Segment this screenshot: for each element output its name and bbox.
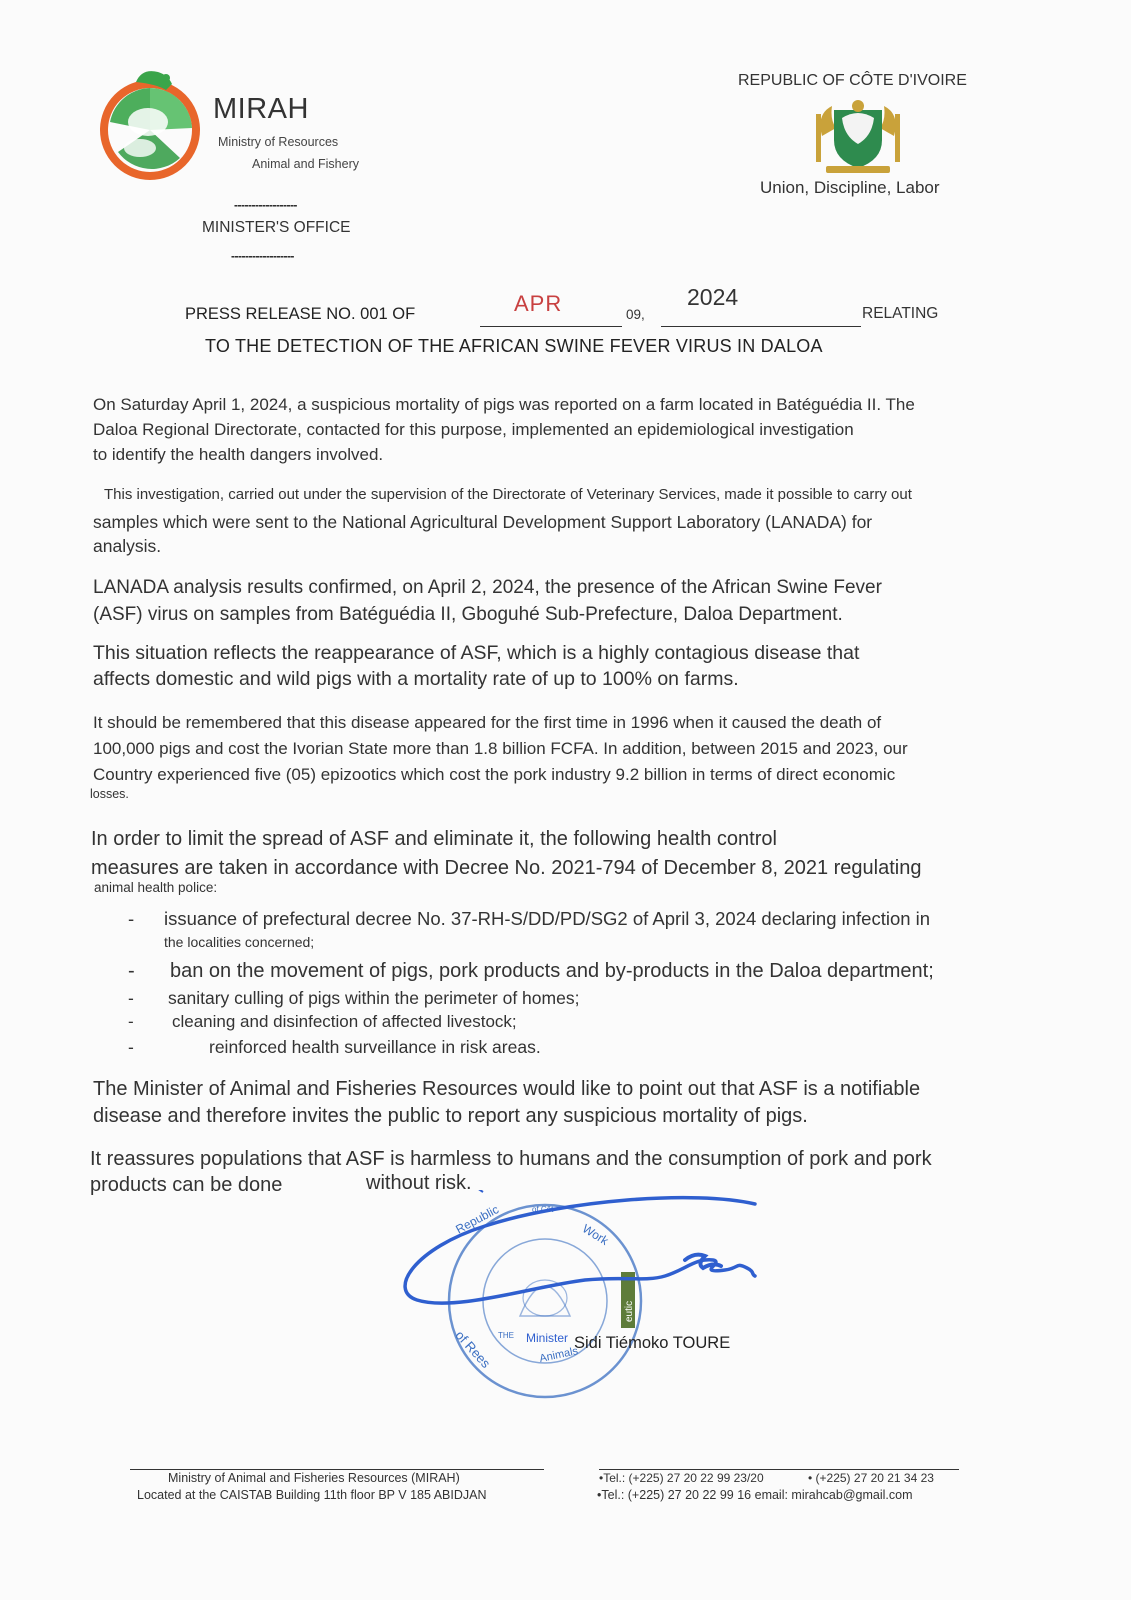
mirah-logo-icon	[96, 62, 208, 186]
list-item-continuation: the localities concerned;	[164, 934, 315, 950]
stamp-text: Work	[579, 1221, 611, 1248]
bullet-dash: -	[128, 988, 134, 1008]
stamp-side-text: eutic	[624, 1300, 635, 1322]
national-motto: Union, Discipline, Labor	[760, 178, 940, 197]
stamp-text: of Rees	[452, 1327, 494, 1371]
year-underline	[661, 326, 861, 327]
paragraph-investigation-first-line: This investigation, carried out under the supervision of the Directorate of Veterinary Services, made it possible to carry out	[104, 486, 912, 503]
list-item-text: cleaning and disinfection of affected livestock;	[172, 1012, 517, 1031]
release-day: 09,	[626, 307, 645, 322]
paragraph-line: LANADA analysis results confirmed, on April 2, 2024, the presence of the African Swine Fever	[93, 577, 882, 598]
bullet-dash: -	[128, 960, 135, 982]
paragraph-control-measures	[91, 825, 921, 883]
logo-text: MIRAH	[213, 93, 309, 125]
paragraph-line: (ASF) virus on samples from Batéguédia II, Gboguhé Sub-Prefecture, Daloa Department.	[93, 604, 843, 625]
list-item-text: ban on the movement of pigs, pork products and by-products in the Daloa department;	[170, 960, 934, 982]
stamp-text: THE	[498, 1331, 514, 1340]
separator-dashes-top: ------------------	[234, 198, 297, 212]
release-month: APR	[514, 291, 563, 316]
footer-phone-2: • (+225) 27 20 21 34 23	[808, 1471, 934, 1485]
logo-subtitle-1: Ministry of Resources	[218, 135, 339, 149]
paragraph-line: It reassures populations that ASF is harmless to humans and the consumption of pork and pork	[90, 1148, 932, 1170]
paragraph-reappearance	[93, 640, 859, 692]
paragraph-line: Country experienced five (05) epizootics which cost the pork industry 9.2 billion in terms of direct economic	[93, 765, 896, 784]
coat-of-arms-icon	[812, 96, 904, 176]
paragraph-investigation	[93, 510, 872, 558]
press-release-subject: TO THE DETECTION OF THE AFRICAN SWINE FEVER VIRUS IN DALOA	[205, 336, 823, 356]
signature-icon	[395, 1190, 775, 1330]
list-item-text: reinforced health surveillance in risk areas.	[209, 1037, 541, 1057]
bullet-dash: -	[128, 1037, 134, 1057]
month-underline	[480, 326, 622, 327]
stamp-text: Animals	[538, 1345, 580, 1366]
paragraph-line: This situation reflects the reappearance of ASF, which is a highly contagious disease that	[93, 642, 860, 664]
paragraph-lanada-results	[93, 574, 882, 628]
paragraph-line: affects domestic and wild pigs with a mortality rate of up to 100% on farms.	[93, 668, 739, 690]
release-year: 2024	[687, 284, 739, 310]
relating-label: RELATING	[862, 305, 939, 322]
bullet-dash: -	[128, 1012, 134, 1031]
paragraph-line: On Saturday April 1, 2024, a suspicious mortality of pigs was reported on a farm located in Batéguédia II. The	[93, 395, 915, 414]
footer-phone-1: •Tel.: (+225) 27 20 22 99 23/20	[599, 1471, 764, 1485]
ministers-office-label: MINISTER'S OFFICE	[202, 219, 351, 236]
paragraph-line: products can be done	[90, 1174, 283, 1196]
signatory-name: Sidi Tiémoko TOURE	[574, 1334, 731, 1352]
footer-ministry-name: Ministry of Animal and Fisheries Resources (MIRAH)	[168, 1471, 460, 1485]
republic-heading: REPUBLIC OF CÔTE D'IVOIRE	[738, 72, 967, 89]
separator-dashes-bottom: ------------------	[231, 249, 294, 263]
stamp-text: Republic	[453, 1202, 502, 1237]
paragraph-notifiable	[93, 1076, 920, 1130]
paragraph-line: In order to limit the spread of ASF and eliminate it, the following health control	[91, 828, 777, 850]
logo-subtitle-2: Animal and Fishery	[252, 157, 359, 171]
press-release-number: PRESS RELEASE NO. 001 OF	[185, 305, 416, 323]
list-item-text: sanitary culling of pigs within the perimeter of homes;	[168, 988, 580, 1008]
footer-phone-email: •Tel.: (+225) 27 20 22 99 16 email: mirahcab@gmail.com	[597, 1488, 913, 1502]
paragraph-line: Daloa Regional Directorate, contacted for this purpose, implemented an epidemiological investigation	[93, 420, 854, 439]
bullet-dash: -	[128, 908, 135, 929]
paragraph-history	[93, 710, 908, 788]
paragraph-line: samples which were sent to the National Agricultural Development Support Laboratory (LANADA) for	[93, 512, 873, 532]
paragraph-line: to identify the health dangers involved.	[93, 445, 384, 464]
paragraph-line: It should be remembered that this disease appeared for the first time in 1996 when it caused the death of	[93, 713, 882, 732]
paragraph-history-last-line: losses.	[90, 787, 129, 801]
footer-divider-right	[599, 1469, 959, 1470]
paragraph-incident	[93, 392, 915, 467]
footer-divider-left	[130, 1469, 544, 1470]
paragraph-control-measures-tail: animal health police:	[94, 880, 218, 895]
paragraph-line: measures are taken in accordance with Decree No. 2021-794 of December 8, 2021 regulating	[91, 857, 922, 879]
list-item-text: issuance of prefectural decree No. 37-RH-S/DD/PD/SG2 of April 3, 2024 declaring infection in	[164, 908, 931, 929]
paragraph-line: The Minister of Animal and Fisheries Resources would like to point out that ASF is a notifiable	[93, 1078, 921, 1100]
paragraph-line: analysis.	[93, 536, 162, 556]
stamp-text: Minister	[526, 1331, 569, 1345]
paragraph-line-tail: without risk.	[366, 1172, 472, 1194]
stamp-text: of Côt	[532, 1205, 554, 1214]
paragraph-line: disease and therefore invites the public to report any suspicious mortality of pigs.	[93, 1105, 808, 1127]
paragraph-line: 100,000 pigs and cost the Ivorian State more than 1.8 billion FCFA. In addition, between 2015 and 2023, our	[93, 739, 908, 758]
footer-address: Located at the CAISTAB Building 11th floor BP V 185 ABIDJAN	[137, 1488, 487, 1502]
